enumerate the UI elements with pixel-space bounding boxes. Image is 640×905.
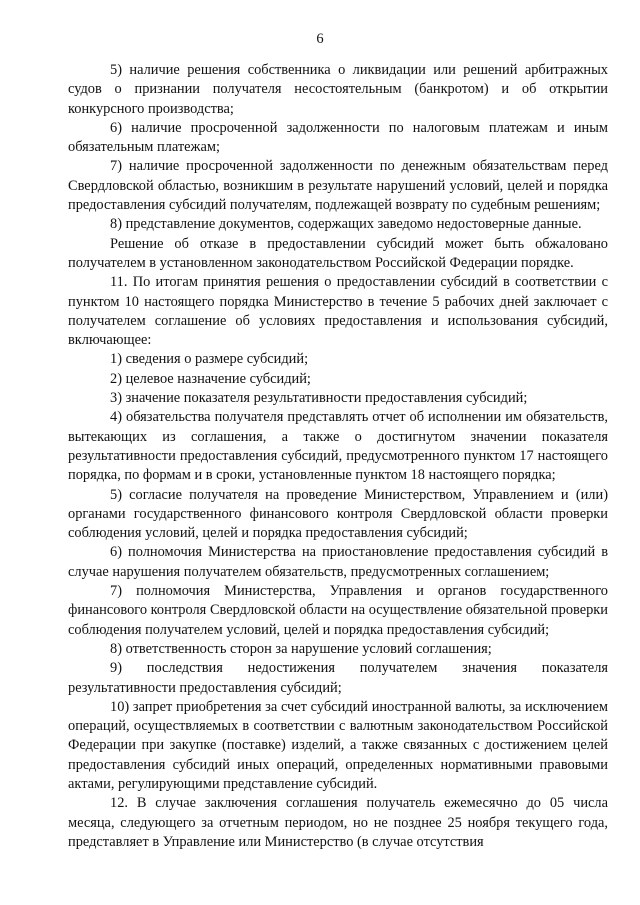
paragraph-s11-item-3: 3) значение показателя результативности предоставления субсидий; <box>110 390 528 407</box>
paragraph-s11-item-4: 4) обязательства получателя представлять отчет об исполнении им обязательств, вытекающих из соглашения, а также о достигнутом значении показателя результативности предоставления субсидий, предусмотренного пунктом 17 настоящего порядка, по формам и в сроки, установленные пунктом 18 настоящего порядка; <box>68 409 608 484</box>
paragraph-s11-item-2: 2) целевое назначение субсидий; <box>110 370 311 387</box>
paragraph-s11-item-7: 7) полномочия Министерства, Управления и органов государственного финансового контроля Свердловской области на осуществление обязательной проверки соблюдения получателем условий, целей и порядка предоставления субсидий; <box>68 583 608 638</box>
paragraph-item-5-liquidation: 5) наличие решения собственника о ликвидации или решений арбитражных судов о признании получателя несостоятельным (банкротом) и об открытии конкурсного производства; <box>68 62 608 117</box>
paragraph-s11-item-6: 6) полномочия Министерства на приостановление предоставления субсидий в случае нарушения получателем обязательств, предусмотренных соглашением; <box>68 544 608 580</box>
paragraph-refusal-appeal: Решение об отказе в предоставлении субсидий может быть обжаловано получателем в установленном законодательством Российской Федерации порядке. <box>68 235 608 271</box>
paragraph-s11-item-5: 5) согласие получателя на проведение Министерством, Управлением и (или) органами государственного финансового контроля Свердловской области проверки соблюдения условий, целей и порядка предоставления субсидий; <box>68 486 608 542</box>
document-body <box>68 61 608 852</box>
page-number: 6 <box>316 31 324 47</box>
paragraph-item-7-monetary-debt: 7) наличие просроченной задолженности по денежным обязательствам перед Свердловской областью, возникшим в результате нарушений условий, целей и порядка предоставления субсидий получателям, подлежащей возврату по судебным решениям; <box>68 158 608 214</box>
paragraph-s11-item-10: 10) запрет приобретения за счет субсидий иностранной валюты, за исключением операций, осуществляемых в соответствии с валютным законодательством Российской Федерации при закупке (поставке) изделий, а также связанных с достижением целей предоставления субсидий иных операций, определенных нормативными правовыми актами, регулирующими представление субсидий. <box>68 698 608 792</box>
paragraph-s11-item-9: 9) последствия недостижения получателем значения показателя результативности предоставления субсидий; <box>68 660 608 696</box>
paragraph-s11-item-8: 8) ответственность сторон за нарушение условий соглашения; <box>110 640 492 657</box>
paragraph-item-6-tax-debt: 6) наличие просроченной задолженности по налоговым платежам и иным обязательным платежам; <box>68 119 608 156</box>
paragraph-section-12: 12. В случае заключения соглашения получатель ежемесячно до 05 числа месяца, следующего за отчетным периодом, но не позднее 25 ноября текущего года, представляет в Управление или Министерство (в случае отсутствия <box>68 795 608 850</box>
paragraph-item-8-false-documents: 8) представление документов, содержащих заведомо недостоверные данные. <box>110 216 582 233</box>
paragraph-section-11: 11. По итогам принятия решения о предоставлении субсидий в соответствии с пунктом 10 настоящего порядка Министерство в течение 5 рабочих дней заключает с получателем соглашение об условиях предоставления и использования субсидий, включающее: <box>68 274 608 349</box>
paragraph-s11-item-1: 1) сведения о размере субсидий; <box>110 351 309 368</box>
